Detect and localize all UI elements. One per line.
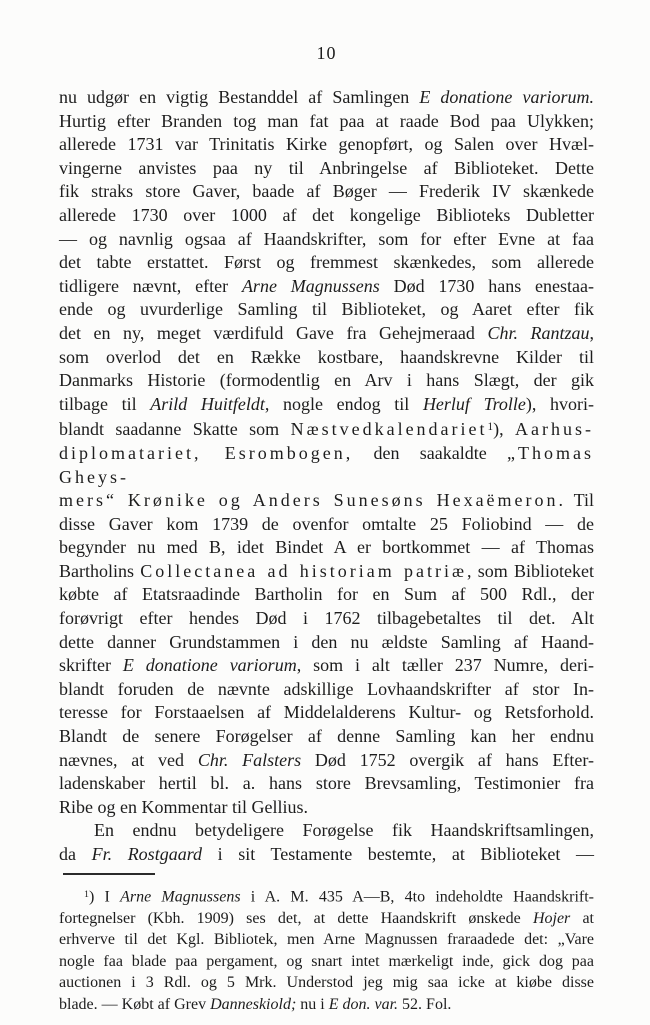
text-line (59, 133, 594, 157)
text-segment: tidligere nævnt, efter (59, 275, 242, 296)
text-line (59, 275, 594, 299)
text-segment: ), (493, 419, 516, 440)
text-line (59, 796, 594, 820)
text-segment: som overlod det en Række kostbare, haandskrevne Kilder til (59, 346, 594, 367)
text-segment: blade. — Købt af Grev (59, 996, 211, 1014)
footnote-marker: 1 (84, 888, 89, 900)
text-segment: Død 1752 overgik af hans Efter- (301, 749, 594, 770)
body-text (59, 86, 594, 867)
text-segment: allerede 1731 var Trinitatis Kirke genopført, og Salen over Hvæl- (59, 134, 594, 155)
text-segment: , (589, 322, 594, 343)
text-segment: da (59, 844, 92, 865)
text-segment: Arild Huitfeldt (150, 393, 265, 414)
text-segment: Danneskiold; (210, 996, 297, 1014)
text-segment: Aarhus- (515, 419, 595, 440)
text-segment: allerede 1730 over 1000 af det kongelige Biblioteks Dubletter (59, 204, 594, 225)
text-segment: ), hvori- (525, 393, 595, 414)
text-segment: — og navnlig ogsaa af Haandskrifter, som for efter Evne at faa (59, 228, 594, 249)
text-line (59, 772, 594, 796)
text-segment: i sit Testamente bestemte, at Biblioteket — (202, 844, 595, 865)
text-line (59, 86, 594, 110)
text-line (59, 157, 594, 181)
text-segment: Chr. Rantzau (487, 322, 590, 343)
text-line (59, 819, 594, 843)
text-line (59, 749, 594, 773)
text-line (59, 346, 594, 370)
text-segment: , som Biblioteket (466, 560, 595, 581)
text-line (59, 442, 594, 489)
text-segment: Næstvedkalendariet (290, 419, 488, 440)
text-segment: Arne Magnussens (241, 275, 380, 296)
text-line (59, 536, 594, 560)
text-segment: begynder nu med B, idet Bindet A er bortkommet — af Thomas (59, 537, 594, 558)
text-segment: En endnu betydeligere Forøgelse fik Haandskriftsamlingen, (94, 820, 594, 841)
text-segment: Arne Magnussens (120, 888, 241, 906)
text-segment: ladenskaber hertil bl. a. hans store Brevsamling, Testimonier fra (59, 773, 594, 794)
text-segment: købte af Etatsraadinde Bartholin for en Sum af 500 Rdl., der (59, 584, 594, 605)
text-line (59, 908, 594, 930)
text-segment: erhverve til det Kgl. Bibliotek, men Arne Magnussen fraraadede det: „Vare (59, 931, 594, 949)
text-segment: Herluf Trolle (422, 393, 526, 414)
text-segment: skrifter (59, 655, 123, 676)
text-line (59, 583, 594, 607)
text-line (59, 228, 594, 252)
text-segment: vingerne anvistes paa ny til Anbringelse af Biblioteket. Dette (59, 157, 594, 178)
text-line (59, 322, 594, 346)
text-line (59, 929, 594, 951)
footnote-section (59, 884, 594, 1016)
text-segment: diplomatariet, Esrombogen, (59, 442, 354, 463)
text-segment: nogle faa blade paa pergament, og snart intet mærkeligt inde, gick dog paa (59, 952, 594, 970)
text-segment: dette danner Grundstammen i den nu ældste Samling af Haand- (59, 631, 594, 652)
text-segment: teresse for Forstaaelsen af Middelalderens Kultur- og Retsforhold. (59, 702, 594, 723)
text-segment: fik straks store Gaver, baade af Bøger — Frederik IV skænkede (59, 181, 594, 202)
footnote-marker: 1 (487, 421, 494, 434)
text-line (59, 701, 594, 725)
text-segment: Til (566, 490, 594, 511)
text-segment: forøvrigt efter hendes Død i 1762 tilbagebetaltes til det. Alt (59, 608, 594, 629)
text-segment: blandt saadanne Skatte som (59, 419, 291, 440)
text-segment: E donatione variorum. (419, 87, 594, 107)
text-segment: det en ny, meget værdifuld Gave fra Gehejmeraad (59, 322, 488, 343)
text-line (59, 393, 594, 417)
text-line (59, 560, 594, 584)
page-number: 10 (316, 43, 337, 63)
text-segment: mers“ Krønike og Anders Sunesøns Hexaëmeron. (59, 490, 567, 511)
text-segment: ) I (88, 888, 121, 906)
text-line (59, 972, 594, 994)
text-line (59, 298, 594, 322)
text-line (59, 654, 594, 678)
text-segment: Collectanea ad historiam patriæ (140, 560, 467, 581)
text-line (59, 994, 594, 1016)
text-segment: nævnes, at ved (59, 749, 198, 770)
text-segment: Danmarks Historie (formodentlig en Arv i hans Slægt, der gik (59, 370, 594, 391)
text-line (59, 843, 594, 867)
text-line (59, 180, 594, 204)
text-line (59, 884, 594, 908)
text-segment: E donatione variorum (122, 655, 297, 676)
text-segment: Hurtig efter Branden tog man fat paa at raade Bod paa Ulykken; (59, 110, 594, 131)
text-segment: disse Gaver kom 1739 de ovenfor omtalte 25 Foliobind — de (59, 513, 594, 534)
text-line (59, 678, 594, 702)
text-segment: 52. Fol. (398, 996, 452, 1014)
text-line (59, 607, 594, 631)
text-line (59, 110, 594, 134)
text-line (59, 513, 594, 537)
footnote-separator (63, 873, 155, 875)
text-line (59, 369, 594, 393)
text-segment: blandt foruden de nævnte adskillige Lovhaandskrifter af stor In- (59, 678, 594, 699)
text-segment: auctionen i 3 Rdl. og 5 Mrk. Understod jeg mig saa icke at kiøbe disse (59, 974, 594, 992)
text-segment: i A. M. 435 A—B, 4to indeholdte Haandskrift- (240, 888, 594, 906)
text-segment: Blandt de senere Forøgelser af denne Samling kan her endnu (59, 726, 594, 747)
text-segment: „Thomas Gheys- (59, 442, 595, 487)
text-segment: , som i alt tæller 237 Numre, deri- (296, 655, 594, 676)
text-segment: at (570, 909, 594, 927)
text-segment: Ribe og en Kommentar til Gellius. (59, 796, 308, 817)
text-segment: ende og uvurderlige Samling til Biblioteket, og Aaret efter fik (59, 299, 594, 320)
text-segment: fortegnelser (Kbh. 1909) ses det, at dette Haandskrift ønskede (59, 909, 533, 927)
text-line (59, 725, 594, 749)
text-segment: nu udgør en vigtig Bestanddel af Samlingen (59, 87, 420, 107)
text-segment: Fr. Rostgaard (91, 844, 203, 865)
text-segment: nu i (296, 996, 329, 1014)
text-segment: , nogle endog til (264, 393, 423, 414)
text-segment: E don. var. (328, 996, 399, 1014)
text-line (59, 489, 594, 513)
text-line (59, 951, 594, 973)
text-segment: Chr. Falsters (197, 749, 302, 770)
text-segment: Død 1730 hans enestaa- (379, 275, 594, 296)
text-segment: det tabte erstattet. Først og fremmest skænkedes, som allerede (59, 252, 594, 273)
text-segment: tilbage til (59, 393, 151, 414)
text-line (59, 416, 594, 442)
text-line (59, 631, 594, 655)
text-line (59, 251, 594, 275)
text-segment: den saakaldte (353, 442, 508, 463)
text-segment: Hojer (532, 909, 571, 927)
text-line (59, 204, 594, 228)
text-segment: Bartholins (59, 560, 141, 581)
